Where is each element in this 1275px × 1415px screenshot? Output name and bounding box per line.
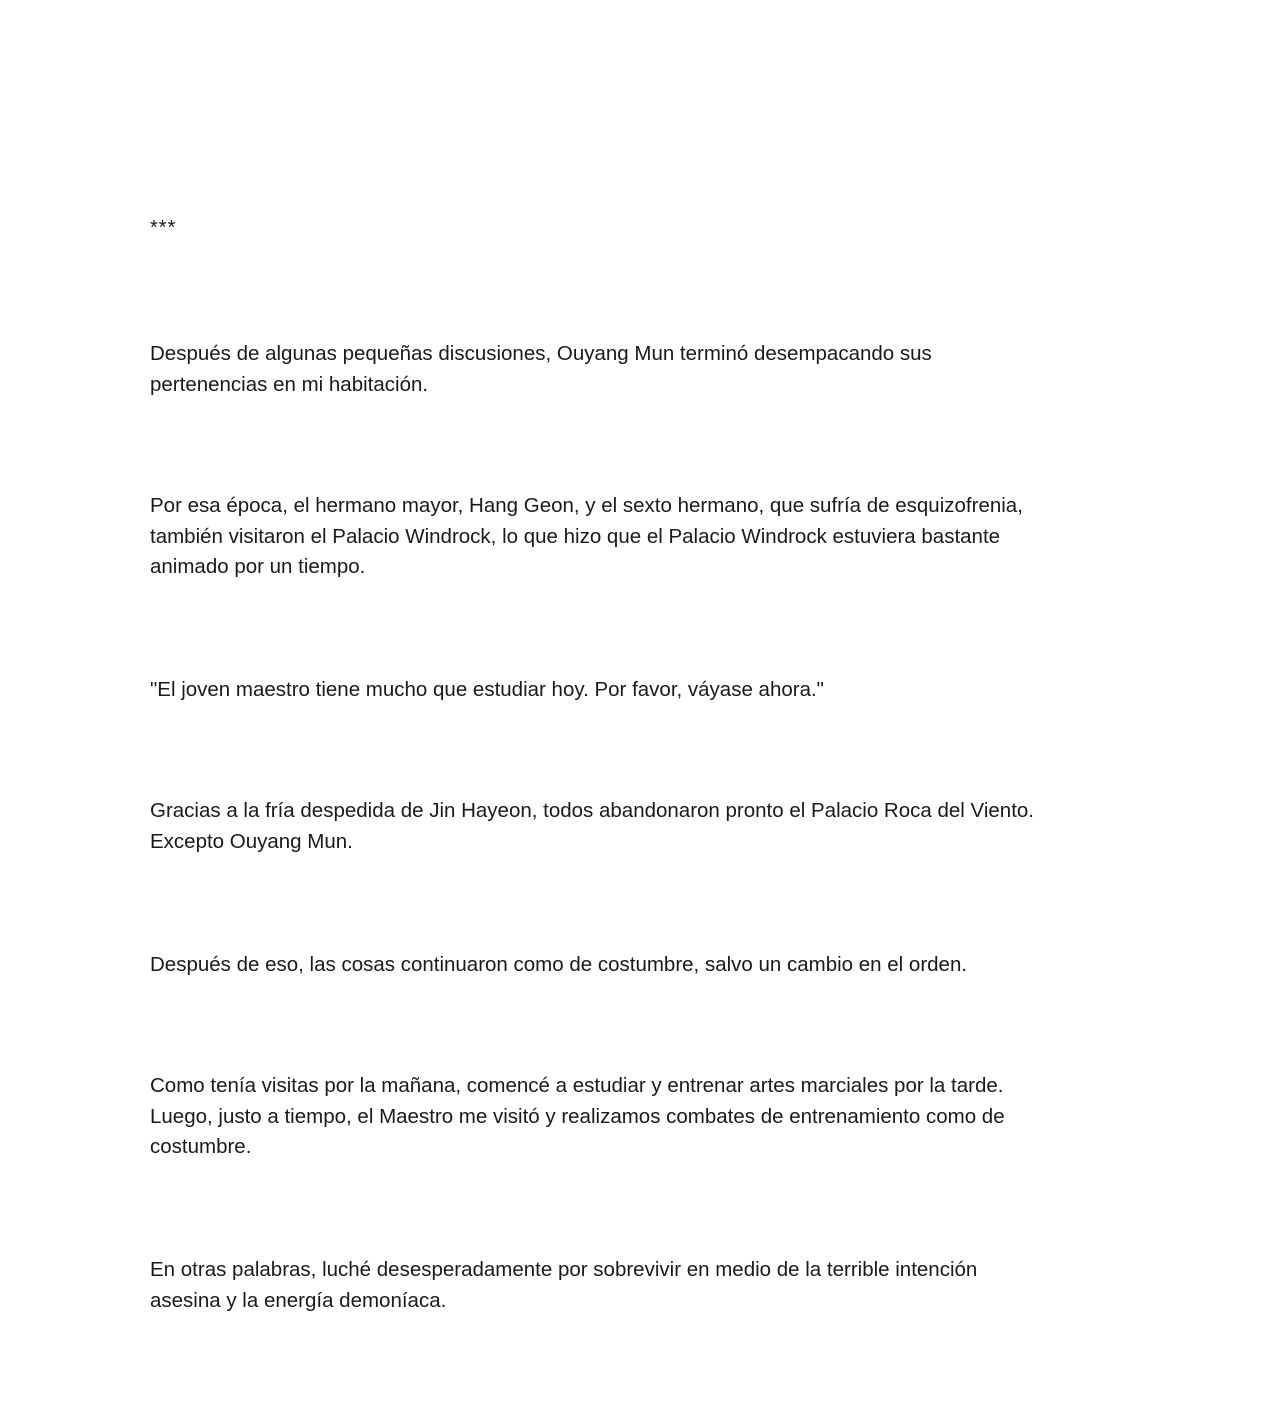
paragraph-line: Después de eso, las cosas continuaron como de costumbre, salvo un cambio en el orden. <box>150 953 968 976</box>
paragraph-3 <box>150 675 1140 706</box>
paragraph-4 <box>150 796 1140 857</box>
paragraph-line: Excepto Ouyang Mun. <box>150 829 353 853</box>
paragraph-line: Gracias a la fría despedida de Jin Hayeon, todos abandonaron pronto el Palacio Roca del Viento. <box>150 799 1034 822</box>
paragraph-line: pertenencias en mi habitación. <box>150 372 429 396</box>
paragraph-line: Como tenía visitas por la mañana, comencé a estudiar y entrenar artes marciales por la tarde. <box>150 1074 1004 1097</box>
paragraph-line: Después de algunas pequeñas discusiones, Ouyang Mun terminó desempacando sus <box>150 342 932 365</box>
paragraph-7 <box>150 1255 1140 1316</box>
paragraph-line: costumbre. <box>150 1135 252 1158</box>
paragraph-line: también visitaron el Palacio Windrock, lo que hizo que el Palacio Windrock estuviera bastante <box>150 524 1001 548</box>
paragraph-5 <box>150 950 1140 981</box>
paragraph-line: Luego, justo a tiempo, el Maestro me visitó y realizamos combates de entrenamiento como de <box>150 1104 1005 1128</box>
paragraph-1 <box>150 339 1140 400</box>
paragraph-6 <box>150 1071 1140 1163</box>
section-separator: *** <box>150 217 177 239</box>
paragraph-line: animado por un tiempo. <box>150 555 366 578</box>
paragraph-line: asesina y la energía demoníaca. <box>150 1288 447 1312</box>
paragraph-2 <box>150 491 1140 583</box>
paragraph-line: En otras palabras, luché desesperadamente por sobrevivir en medio de la terrible intención <box>150 1258 978 1281</box>
paragraph-line: "El joven maestro tiene mucho que estudiar hoy. Por favor, váyase ahora." <box>150 678 824 701</box>
paragraph-line: Por esa época, el hermano mayor, Hang Geon, y el sexto hermano, que sufría de esquizofrenia, <box>150 494 1023 517</box>
